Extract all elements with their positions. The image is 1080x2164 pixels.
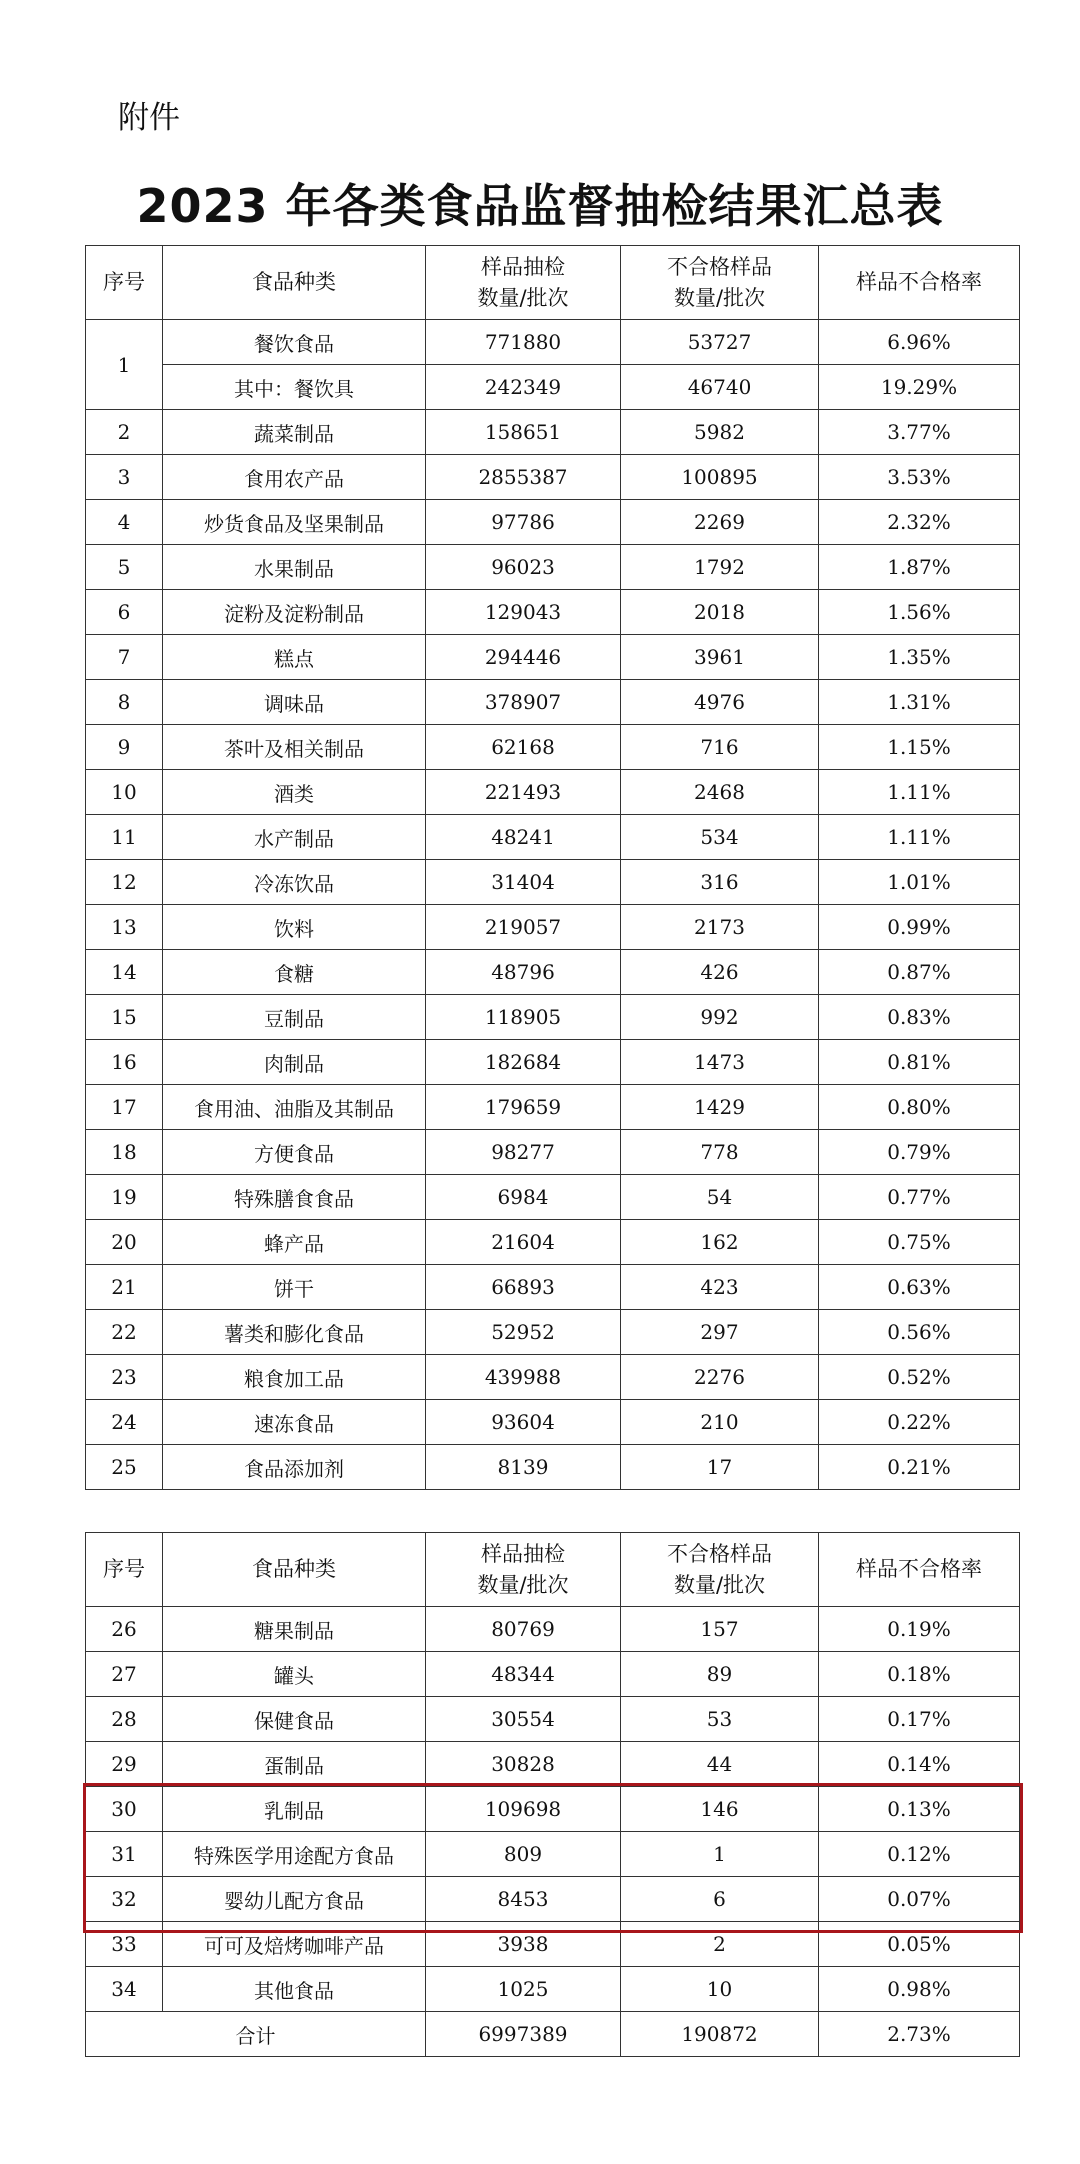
table-row	[86, 1355, 1020, 1400]
table-row	[86, 1085, 1020, 1130]
cell-category: 保健食品	[163, 1697, 426, 1742]
header-seq: 序号	[86, 246, 163, 320]
cell-failed: 2173	[621, 905, 819, 950]
table-row	[86, 1400, 1020, 1445]
cell-sampled: 2855387	[426, 455, 621, 500]
cell-rate: 0.87%	[819, 950, 1020, 995]
table-row	[86, 410, 1020, 455]
cell-failed: 6	[621, 1877, 819, 1922]
cell-sampled: 48241	[426, 815, 621, 860]
cell-failed: 100895	[621, 455, 819, 500]
cell-sampled: 118905	[426, 995, 621, 1040]
cell-category: 蜂产品	[163, 1220, 426, 1265]
cell-failed: 1	[621, 1832, 819, 1877]
cell-seq: 21	[86, 1265, 163, 1310]
header-failed-line1: 不合格样品	[667, 255, 772, 280]
cell-sampled: 98277	[426, 1130, 621, 1175]
cell-sampled: 129043	[426, 590, 621, 635]
cell-sampled: 21604	[426, 1220, 621, 1265]
table-row	[86, 1877, 1020, 1922]
cell-failed: 1473	[621, 1040, 819, 1085]
cell-rate: 1.31%	[819, 680, 1020, 725]
cell-category: 冷冻饮品	[163, 860, 426, 905]
cell-rate: 1.35%	[819, 635, 1020, 680]
cell-seq: 8	[86, 680, 163, 725]
total-row	[86, 2012, 1020, 2057]
cell-rate: 3.77%	[819, 410, 1020, 455]
cell-failed: 4976	[621, 680, 819, 725]
table-row	[86, 1175, 1020, 1220]
cell-rate: 0.77%	[819, 1175, 1020, 1220]
table-row	[86, 1652, 1020, 1697]
cell-seq: 30	[86, 1787, 163, 1832]
table-row	[86, 1445, 1020, 1490]
cell-rate: 2.32%	[819, 500, 1020, 545]
cell-rate: 1.15%	[819, 725, 1020, 770]
cell-category: 粮食加工品	[163, 1355, 426, 1400]
results-table-part2	[85, 1532, 1020, 2057]
table-row	[86, 500, 1020, 545]
table-row	[86, 1967, 1020, 2012]
cell-category: 方便食品	[163, 1130, 426, 1175]
cell-category: 糖果制品	[163, 1607, 426, 1652]
cell-sampled: 3938	[426, 1922, 621, 1967]
cell-sampled: 31404	[426, 860, 621, 905]
cell-failed: 162	[621, 1220, 819, 1265]
table-row	[86, 1040, 1020, 1085]
cell-rate: 0.80%	[819, 1085, 1020, 1130]
cell-sampled: 30828	[426, 1742, 621, 1787]
cell-sampled: 8139	[426, 1445, 621, 1490]
cell-category: 水果制品	[163, 545, 426, 590]
cell-seq: 3	[86, 455, 163, 500]
cell-seq: 18	[86, 1130, 163, 1175]
cell-failed: 2018	[621, 590, 819, 635]
cell-seq: 16	[86, 1040, 163, 1085]
cell-seq: 34	[86, 1967, 163, 2012]
document-title: 2023 年各类食品监督抽检结果汇总表	[136, 179, 944, 233]
cell-category: 其他食品	[163, 1967, 426, 2012]
cell-rate: 1.11%	[819, 770, 1020, 815]
cell-failed: 146	[621, 1787, 819, 1832]
cell-seq: 12	[86, 860, 163, 905]
cell-rate: 0.05%	[819, 1922, 1020, 1967]
table-header-row	[86, 1533, 1020, 1607]
cell-sampled: 109698	[426, 1787, 621, 1832]
cell-sampled: 80769	[426, 1607, 621, 1652]
cell-rate: 0.99%	[819, 905, 1020, 950]
cell-failed: 534	[621, 815, 819, 860]
header-failed-line2: 数量/批次	[673, 285, 766, 310]
cell-rate: 0.63%	[819, 1265, 1020, 1310]
cell-seq: 19	[86, 1175, 163, 1220]
cell-seq: 9	[86, 725, 163, 770]
table-row	[86, 1697, 1020, 1742]
cell-failed: 5982	[621, 410, 819, 455]
table-row	[86, 455, 1020, 500]
cell-rate: 0.75%	[819, 1220, 1020, 1265]
cell-seq: 6	[86, 590, 163, 635]
cell-category: 食用农产品	[163, 455, 426, 500]
total-rate: 2.73%	[819, 2012, 1020, 2057]
cell-category: 蛋制品	[163, 1742, 426, 1787]
cell-category: 炒货食品及坚果制品	[163, 500, 426, 545]
cell-failed: 1792	[621, 545, 819, 590]
cell-category: 调味品	[163, 680, 426, 725]
cell-sampled: 378907	[426, 680, 621, 725]
cell-category: 糕点	[163, 635, 426, 680]
table-row	[86, 905, 1020, 950]
cell-category: 餐饮食品	[163, 320, 426, 365]
cell-sampled: 439988	[426, 1355, 621, 1400]
cell-failed: 716	[621, 725, 819, 770]
table-row	[86, 860, 1020, 905]
table-row	[86, 725, 1020, 770]
header-failed	[621, 1533, 819, 1607]
cell-sampled: 294446	[426, 635, 621, 680]
header-failed-line1: 不合格样品	[667, 1542, 772, 1567]
table-row	[86, 1220, 1020, 1265]
cell-rate: 1.01%	[819, 860, 1020, 905]
cell-rate: 0.98%	[819, 1967, 1020, 2012]
cell-sampled: 97786	[426, 500, 621, 545]
cell-category: 婴幼儿配方食品	[163, 1877, 426, 1922]
cell-category: 可可及焙烤咖啡产品	[163, 1922, 426, 1967]
attachment-label: 附件	[118, 100, 180, 136]
header-sampled	[426, 246, 621, 320]
cell-failed: 2276	[621, 1355, 819, 1400]
cell-seq: 4	[86, 500, 163, 545]
header-category: 食品种类	[163, 246, 426, 320]
cell-seq: 22	[86, 1310, 163, 1355]
cell-failed: 316	[621, 860, 819, 905]
total-failed: 190872	[621, 2012, 819, 2057]
header-failed-line2: 数量/批次	[673, 1572, 766, 1597]
cell-category: 特殊医学用途配方食品	[163, 1832, 426, 1877]
cell-category: 薯类和膨化食品	[163, 1310, 426, 1355]
cell-rate: 0.14%	[819, 1742, 1020, 1787]
cell-rate: 0.07%	[819, 1877, 1020, 1922]
cell-sampled: 219057	[426, 905, 621, 950]
cell-seq: 10	[86, 770, 163, 815]
cell-sampled: 96023	[426, 545, 621, 590]
table-row	[86, 1310, 1020, 1355]
cell-rate: 0.19%	[819, 1607, 1020, 1652]
cell-seq: 20	[86, 1220, 163, 1265]
cell-category: 乳制品	[163, 1787, 426, 1832]
cell-sampled: 221493	[426, 770, 621, 815]
cell-seq: 1	[86, 320, 163, 410]
cell-sampled: 93604	[426, 1400, 621, 1445]
cell-category: 食品添加剂	[163, 1445, 426, 1490]
table-row	[86, 1265, 1020, 1310]
header-rate: 样品不合格率	[819, 246, 1020, 320]
cell-sampled: 30554	[426, 1697, 621, 1742]
header-rate: 样品不合格率	[819, 1533, 1020, 1607]
cell-failed: 46740	[621, 365, 819, 410]
cell-failed: 778	[621, 1130, 819, 1175]
cell-failed: 2	[621, 1922, 819, 1967]
table-row	[86, 635, 1020, 680]
header-sampled	[426, 1533, 621, 1607]
header-sampled-line2: 数量/批次	[477, 285, 569, 310]
cell-failed: 44	[621, 1742, 819, 1787]
cell-rate: 0.52%	[819, 1355, 1020, 1400]
cell-rate: 0.17%	[819, 1697, 1020, 1742]
cell-sampled: 242349	[426, 365, 621, 410]
table-row	[86, 950, 1020, 995]
results-table-part1	[85, 245, 1020, 1490]
table-row	[86, 1130, 1020, 1175]
cell-failed: 426	[621, 950, 819, 995]
cell-seq: 33	[86, 1922, 163, 1967]
header-sampled-line1: 样品抽检	[481, 1542, 565, 1567]
table-row	[86, 1742, 1020, 1787]
total-label: 合计	[86, 2012, 426, 2057]
header-sampled-line2: 数量/批次	[477, 1572, 569, 1597]
cell-rate: 0.81%	[819, 1040, 1020, 1085]
cell-failed: 10	[621, 1967, 819, 2012]
cell-failed: 17	[621, 1445, 819, 1490]
header-sampled-line1: 样品抽检	[481, 255, 565, 280]
cell-rate: 1.11%	[819, 815, 1020, 860]
cell-category: 肉制品	[163, 1040, 426, 1085]
table-row	[86, 365, 1020, 410]
cell-rate: 0.21%	[819, 1445, 1020, 1490]
cell-sampled: 48344	[426, 1652, 621, 1697]
header-category: 食品种类	[163, 1533, 426, 1607]
table-row	[86, 1607, 1020, 1652]
cell-sampled: 8453	[426, 1877, 621, 1922]
cell-category: 豆制品	[163, 995, 426, 1040]
cell-failed: 210	[621, 1400, 819, 1445]
cell-sampled: 1025	[426, 1967, 621, 2012]
cell-seq: 15	[86, 995, 163, 1040]
cell-failed: 2468	[621, 770, 819, 815]
cell-rate: 0.56%	[819, 1310, 1020, 1355]
table-header-row	[86, 246, 1020, 320]
table-row	[86, 590, 1020, 635]
table-row	[86, 320, 1020, 365]
cell-failed: 53727	[621, 320, 819, 365]
cell-category: 其中：餐饮具	[163, 365, 426, 410]
cell-seq: 2	[86, 410, 163, 455]
cell-failed: 297	[621, 1310, 819, 1355]
cell-seq: 13	[86, 905, 163, 950]
cell-category: 饼干	[163, 1265, 426, 1310]
table-row	[86, 995, 1020, 1040]
total-sampled: 6997389	[426, 2012, 621, 2057]
cell-seq: 28	[86, 1697, 163, 1742]
cell-category: 速冻食品	[163, 1400, 426, 1445]
cell-seq: 14	[86, 950, 163, 995]
cell-category: 食糖	[163, 950, 426, 995]
table-row	[86, 680, 1020, 725]
cell-category: 饮料	[163, 905, 426, 950]
cell-rate: 19.29%	[819, 365, 1020, 410]
cell-sampled: 158651	[426, 410, 621, 455]
cell-failed: 1429	[621, 1085, 819, 1130]
cell-category: 酒类	[163, 770, 426, 815]
cell-sampled: 62168	[426, 725, 621, 770]
cell-rate: 1.87%	[819, 545, 1020, 590]
cell-sampled: 771880	[426, 320, 621, 365]
cell-failed: 2269	[621, 500, 819, 545]
cell-failed: 89	[621, 1652, 819, 1697]
cell-failed: 423	[621, 1265, 819, 1310]
cell-sampled: 48796	[426, 950, 621, 995]
cell-seq: 29	[86, 1742, 163, 1787]
cell-category: 茶叶及相关制品	[163, 725, 426, 770]
cell-failed: 3961	[621, 635, 819, 680]
cell-rate: 0.18%	[819, 1652, 1020, 1697]
cell-sampled: 6984	[426, 1175, 621, 1220]
cell-sampled: 809	[426, 1832, 621, 1877]
table-row	[86, 815, 1020, 860]
header-seq: 序号	[86, 1533, 163, 1607]
cell-seq: 31	[86, 1832, 163, 1877]
cell-category: 淀粉及淀粉制品	[163, 590, 426, 635]
cell-seq: 24	[86, 1400, 163, 1445]
cell-category: 蔬菜制品	[163, 410, 426, 455]
cell-failed: 54	[621, 1175, 819, 1220]
cell-category: 水产制品	[163, 815, 426, 860]
cell-rate: 3.53%	[819, 455, 1020, 500]
cell-category: 食用油、油脂及其制品	[163, 1085, 426, 1130]
cell-seq: 23	[86, 1355, 163, 1400]
cell-sampled: 179659	[426, 1085, 621, 1130]
cell-failed: 157	[621, 1607, 819, 1652]
table-row	[86, 545, 1020, 590]
cell-rate: 0.13%	[819, 1787, 1020, 1832]
table-row	[86, 1787, 1020, 1832]
table-row	[86, 1832, 1020, 1877]
cell-sampled: 52952	[426, 1310, 621, 1355]
cell-sampled: 182684	[426, 1040, 621, 1085]
cell-sampled: 66893	[426, 1265, 621, 1310]
cell-seq: 32	[86, 1877, 163, 1922]
cell-category: 特殊膳食食品	[163, 1175, 426, 1220]
cell-rate: 1.56%	[819, 590, 1020, 635]
header-failed	[621, 246, 819, 320]
cell-seq: 5	[86, 545, 163, 590]
cell-category: 罐头	[163, 1652, 426, 1697]
cell-seq: 11	[86, 815, 163, 860]
cell-failed: 992	[621, 995, 819, 1040]
cell-seq: 27	[86, 1652, 163, 1697]
cell-rate: 6.96%	[819, 320, 1020, 365]
cell-rate: 0.83%	[819, 995, 1020, 1040]
table-row	[86, 770, 1020, 815]
cell-seq: 26	[86, 1607, 163, 1652]
cell-failed: 53	[621, 1697, 819, 1742]
cell-seq: 7	[86, 635, 163, 680]
cell-rate: 0.79%	[819, 1130, 1020, 1175]
cell-seq: 17	[86, 1085, 163, 1130]
cell-seq: 25	[86, 1445, 163, 1490]
cell-rate: 0.22%	[819, 1400, 1020, 1445]
cell-rate: 0.12%	[819, 1832, 1020, 1877]
table-row	[86, 1922, 1020, 1967]
